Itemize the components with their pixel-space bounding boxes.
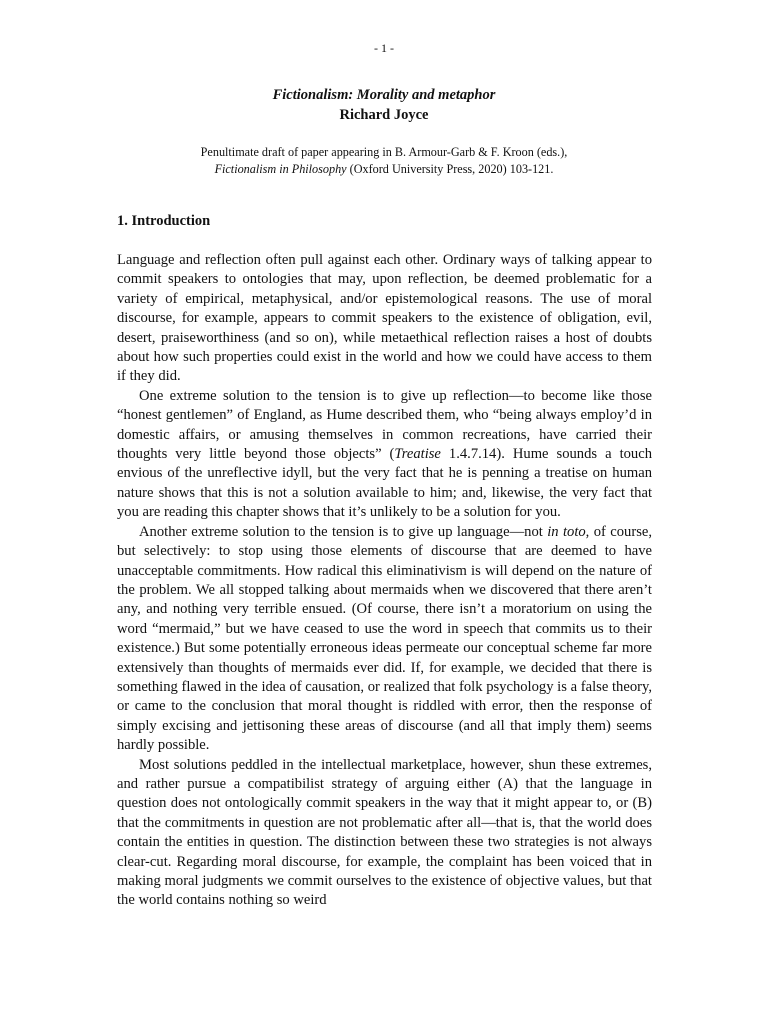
paper-author: Richard Joyce <box>339 107 429 123</box>
paragraph-1: Language and reflection often pull against each other. Ordinary ways of talking appear to commit speakers to ontologies that may, upon reflection, be deemed problematic for a variety of empirical, metaphysical, and/or epistemological reasons. The use of moral discourse, for example, appears to commit speakers to the existence of obligation, evil, desert, praiseworthiness (and so on), while metaethical reflection raises a host of doubts about how such properties could exist in the world and how we could have access to them if they did. <box>117 252 652 385</box>
book-title: Fictionalism in Philosophy <box>214 161 347 176</box>
paragraph-2-part-a: One extreme solution to the tension is to give up reflection—to become like those “honest gentlemen” of England, as Hume described them, who “being always employ’d in domestic affairs, or amusing themselves in common recreations, have carried their thoughts very little beyond those objects” ( <box>117 387 652 463</box>
section-heading: 1. Introduction <box>117 213 211 229</box>
in-toto-phrase: in toto <box>547 523 586 540</box>
publication-note <box>0 144 768 177</box>
page-number: - 1 - <box>374 41 394 55</box>
paragraph-3-part-b: , of course, but selectively: to stop using those elements of discourse that are deemed to have unacceptable commitments. How radical this eliminativism is will depend on the nature of the problem. We all stopped talking about mermaids when we discovered that there aren’t any, and nothing very terrible ensued. (Of course, there isn’t a moratorium on using the word “mermaid,” but we have ceased to use the word in speech that commits us to their existence.) But some potentially erroneous ideas permeate our conceptual scheme far more extensively than thoughts of mermaids ever did. If, for example, we decided that there is something flawed in the idea of causation, or realized that folk psychology is a false theory, or came to the conclusion that moral thought is riddled with error, then the response of simply excising and jettisoning these areas of discourse (and all that imply them) seems hardly possible. <box>117 523 652 754</box>
paragraph-3-part-a: Another extreme solution to the tension is to give up language—not <box>139 523 548 540</box>
body-text <box>117 251 652 911</box>
publication-details: (Oxford University Press, 2020) 103-121. <box>346 161 554 176</box>
paragraph-3 <box>117 523 652 756</box>
paper-title: Fictionalism: Morality and metaphor <box>272 87 496 103</box>
paragraph-2 <box>117 387 652 523</box>
publication-note-line-1: Penultimate draft of paper appearing in B. Armour-Garb & F. Kroon (eds.), <box>200 145 568 159</box>
paragraph-2-part-b: 1.4.7.14). Hume sounds a touch envious of the unreflective idyll, but the very fact that he is penning a treatise on human nature shows that this is not a solution available to him; and, likewise, the very fact that you are reading this chapter shows that it’s unlikely to be a solution for you. <box>117 446 652 521</box>
treatise-title: Treatise <box>394 446 441 463</box>
publication-note-line-2 <box>0 161 768 178</box>
paragraph-4: Most solutions peddled in the intellectual marketplace, however, shun these extremes, and rather pursue a compatibilist strategy of arguing either (A) that the language in question does not ontologically commit speakers in the way that it might appear to, or (B) that the commitments in question are not problematic after all—that is, that the world does contain the entities in question. The distinction between these two strategies is not always clear-cut. Regarding moral discourse, for example, the complaint has been voiced that in making moral judgments we commit ourselves to the existence of objective values, but that the world contains nothing so weird <box>117 756 652 909</box>
